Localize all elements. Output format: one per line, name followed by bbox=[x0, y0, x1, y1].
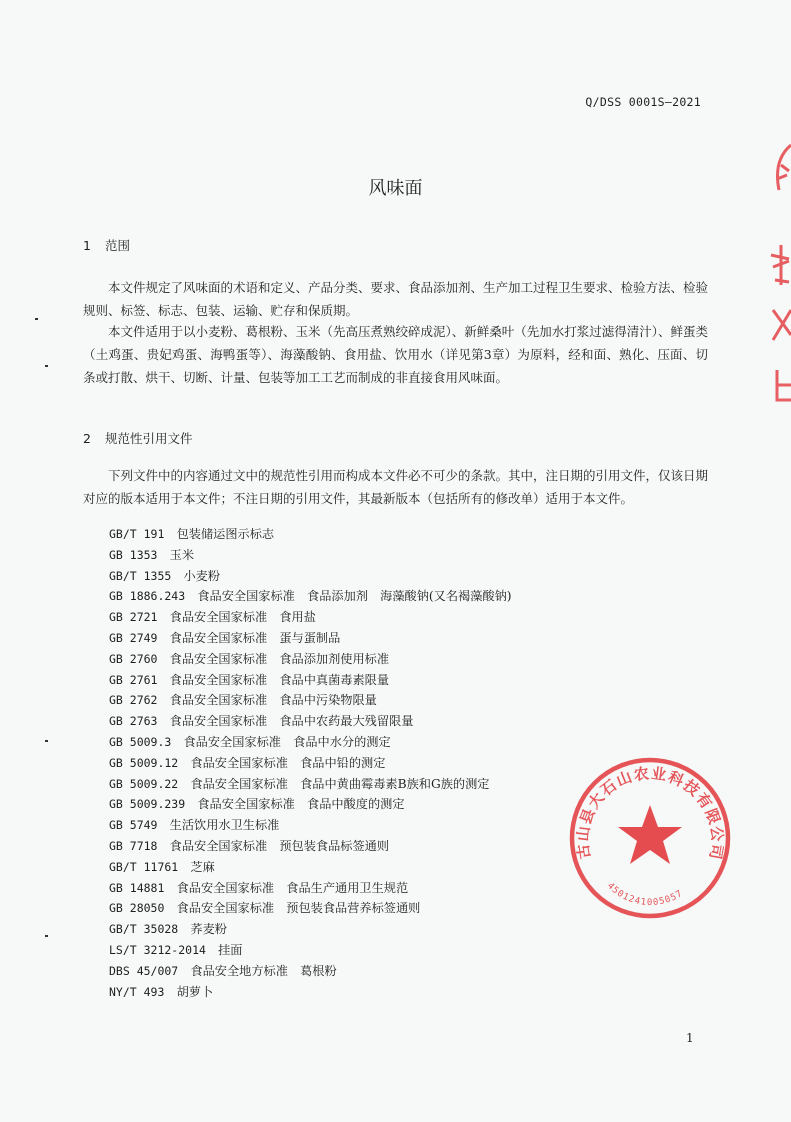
edge-stamp-fragment bbox=[751, 135, 791, 425]
section-2-number: 2 bbox=[83, 431, 91, 446]
reference-item bbox=[109, 628, 512, 649]
reference-item bbox=[109, 982, 512, 1003]
reference-code: GB 5009.239 bbox=[109, 797, 186, 812]
company-seal bbox=[565, 753, 735, 923]
reference-item bbox=[109, 794, 512, 815]
document-title: 风味面 bbox=[368, 178, 423, 199]
reference-code: GB 5009.3 bbox=[109, 734, 172, 749]
reference-code: GB/T 191 bbox=[109, 527, 165, 541]
reference-item bbox=[109, 836, 512, 857]
reference-code: GB 7718 bbox=[109, 838, 158, 853]
reference-item bbox=[109, 961, 512, 982]
reference-code: GB 28050 bbox=[109, 901, 165, 916]
reference-title: 食品安全国家标准 食品中铅的测定 bbox=[190, 755, 386, 770]
reference-code: LS/T 3212-2014 bbox=[109, 942, 206, 957]
doc-code: Q/DSS 0001S—2021 bbox=[585, 95, 701, 109]
section-1-heading bbox=[83, 236, 130, 254]
references-intro bbox=[83, 464, 708, 510]
reference-code: GB 2749 bbox=[109, 630, 158, 645]
reference-code: GB 5749 bbox=[109, 818, 158, 833]
scope-paragraph-2-text: 本文件适用于以小麦粉、葛根粉、玉米（先高压煮熟绞碎成泥）、新鲜桑叶（先加水打浆过滤得清汁）、鲜蛋类（土鸡蛋、贵妃鸡蛋、海鸭蛋等）、海藻酸钠、食用盐、饮用水（详见第3章）为原料，经和面、熟化、压面、切条或打散、烘干、切断、计量、包装等加工工艺而制成的非直接食用风味面。 bbox=[83, 324, 709, 385]
reference-code: NY/T 493 bbox=[109, 984, 165, 999]
reference-item bbox=[109, 649, 512, 670]
reference-title: 食品安全地方标准 葛根粉 bbox=[190, 963, 337, 978]
reference-title: 芝麻 bbox=[190, 859, 215, 874]
reference-title: 玉米 bbox=[169, 547, 195, 562]
page-number: 1 bbox=[686, 1031, 694, 1045]
reference-title: 食品安全国家标准 食品中污染物限量 bbox=[169, 693, 377, 708]
reference-item bbox=[109, 711, 512, 732]
reference-code: GB 5009.22 bbox=[109, 776, 179, 791]
reference-code: GB/T 11761 bbox=[109, 859, 179, 874]
reference-title: 食品安全国家标准 食品生产通用卫生规范 bbox=[176, 880, 409, 895]
reference-code: GB 2760 bbox=[109, 651, 158, 666]
reference-code: GB 1353 bbox=[109, 547, 158, 562]
seal-star-icon bbox=[618, 805, 682, 864]
section-1-number: 1 bbox=[83, 238, 91, 253]
reference-title: 食品安全国家标准 食品添加剂 海藻酸钠(又名褐藻酸钠) bbox=[197, 589, 512, 604]
section-2-title: 规范性引用文件 bbox=[105, 431, 193, 446]
reference-title: 食品安全国家标准 蛋与蛋制品 bbox=[169, 630, 341, 645]
reference-title: 食品安全国家标准 食品中黄曲霉毒素B族和G族的测定 bbox=[190, 776, 490, 791]
reference-item bbox=[109, 670, 512, 691]
reference-code: GB/T 35028 bbox=[109, 922, 179, 937]
reference-title: 食品安全国家标准 食品添加剂使用标准 bbox=[169, 651, 390, 666]
reference-title: 荞麦粉 bbox=[190, 922, 227, 937]
seal-name: 古山县大石山农业科技有限公司 bbox=[573, 764, 727, 863]
reference-item bbox=[109, 940, 512, 961]
reference-item bbox=[109, 607, 512, 628]
reference-item bbox=[109, 753, 512, 774]
reference-item bbox=[109, 524, 512, 545]
reference-title: 生活饮用水卫生标准 bbox=[169, 818, 280, 833]
reference-item bbox=[109, 919, 512, 940]
reference-title: 食品安全国家标准 食品中真菌毒素限量 bbox=[169, 672, 390, 687]
margin-mark bbox=[45, 365, 48, 367]
margin-mark bbox=[35, 318, 38, 320]
reference-title: 包装储运图示标志 bbox=[176, 527, 275, 541]
reference-title: 食品安全国家标准 食品中农药最大残留限量 bbox=[169, 714, 414, 729]
reference-title: 胡萝卜 bbox=[176, 984, 214, 999]
scope-paragraph-2 bbox=[83, 320, 708, 389]
reference-title: 食品安全国家标准 食品中酸度的测定 bbox=[197, 797, 405, 812]
reference-item bbox=[109, 815, 512, 836]
reference-item bbox=[109, 732, 512, 753]
reference-code: DBS 45/007 bbox=[109, 963, 179, 978]
section-1-title: 范围 bbox=[105, 238, 131, 253]
references-intro-text: 下列文件中的内容通过文中的规范性引用而构成本文件必不可少的条款。其中，注日期的引用文件，仅该日期对应的版本适用于本文件；不注日期的引用文件，其最新版本（包括所有的修改单）适用于本文件。 bbox=[83, 468, 709, 506]
reference-item bbox=[109, 586, 512, 607]
reference-code: GB 5009.12 bbox=[109, 755, 179, 770]
section-2-heading bbox=[83, 429, 193, 447]
reference-code: GB/T 1355 bbox=[109, 568, 172, 583]
reference-code: GB 2721 bbox=[109, 610, 158, 625]
seal-number: 4501241005057 bbox=[604, 881, 686, 909]
reference-title: 食品安全国家标准 食品中水分的测定 bbox=[183, 734, 391, 749]
reference-item bbox=[109, 690, 512, 711]
reference-title: 食品安全国家标准 食用盐 bbox=[169, 610, 316, 625]
reference-item bbox=[109, 545, 512, 566]
reference-item bbox=[109, 774, 512, 795]
reference-code: GB 2762 bbox=[109, 693, 158, 708]
reference-item bbox=[109, 857, 512, 878]
reference-title: 食品安全国家标准 预包装食品营养标签通则 bbox=[176, 901, 421, 916]
reference-title: 挂面 bbox=[218, 942, 243, 957]
reference-code: GB 1886.243 bbox=[109, 589, 186, 604]
margin-mark bbox=[45, 740, 48, 742]
reference-code: GB 14881 bbox=[109, 880, 165, 895]
scope-paragraph-1 bbox=[83, 276, 708, 322]
reference-item bbox=[109, 898, 512, 919]
reference-title: 小麦粉 bbox=[183, 568, 221, 583]
reference-item bbox=[109, 566, 512, 587]
scope-paragraph-1-text: 本文件规定了风味面的术语和定义、产品分类、要求、食品添加剂、生产加工过程卫生要求、检验方法、检验规则、标签、标志、包装、运输、贮存和保质期。 bbox=[83, 280, 709, 318]
reference-code: GB 2763 bbox=[109, 714, 158, 729]
reference-list bbox=[109, 524, 512, 1002]
margin-mark bbox=[45, 935, 48, 937]
reference-code: GB 2761 bbox=[109, 672, 158, 687]
reference-title: 食品安全国家标准 预包装食品标签通则 bbox=[169, 838, 390, 853]
reference-item bbox=[109, 878, 512, 899]
